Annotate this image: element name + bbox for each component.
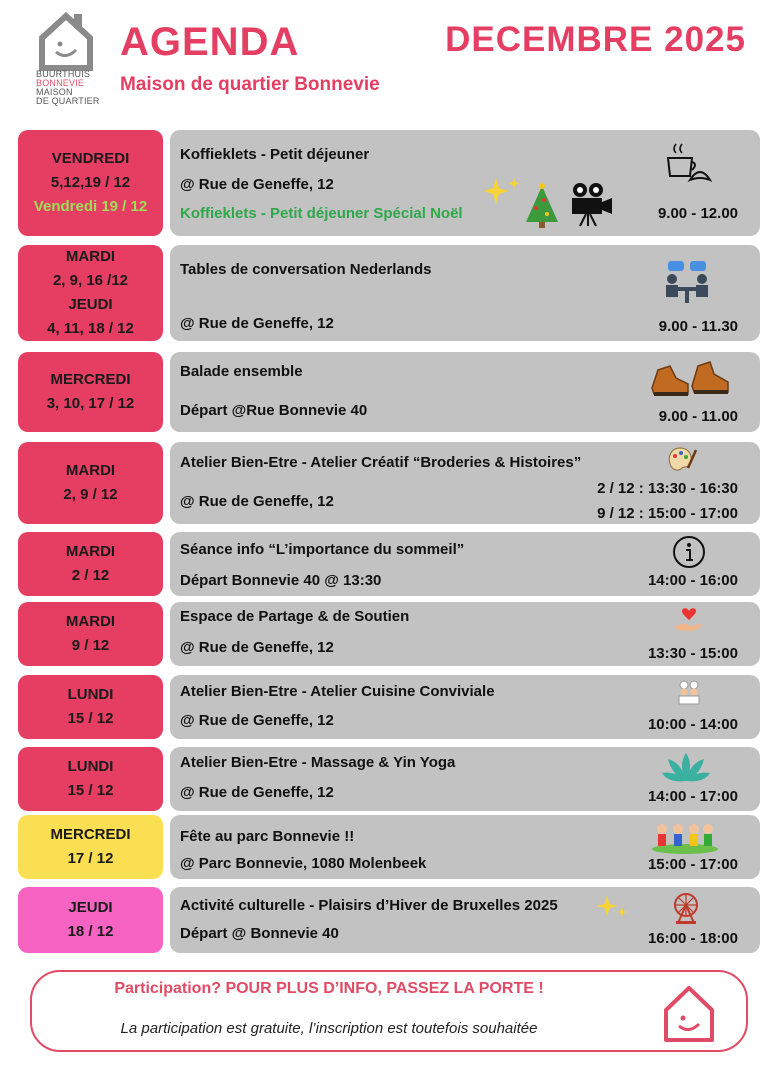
sparkle-icon [595, 893, 629, 921]
event-location: @ Rue de Geneffe, 12 [180, 176, 334, 193]
event-date: MARDI 2 / 12 [18, 532, 163, 596]
event-date: MERCREDI 3, 10, 17 / 12 [18, 352, 163, 432]
event-card [170, 675, 760, 739]
event-row [18, 352, 760, 432]
event-row [18, 815, 760, 879]
event-date: MARDI 2, 9 / 12 [18, 442, 163, 524]
event-row [18, 442, 760, 524]
event-title: Balade ensemble [180, 363, 303, 380]
lotus-icon [660, 749, 712, 785]
event-row [18, 887, 760, 953]
event-row [18, 602, 760, 666]
page-title: AGENDA [120, 20, 300, 64]
event-row [18, 245, 760, 341]
event-location: @ Parc Bonnevie, 1080 Molenbeek [180, 855, 427, 872]
event-special: Koffieklets - Petit déjeuner Spécial Noël [180, 205, 463, 222]
movie-camera-icon [568, 180, 614, 228]
event-row [18, 675, 760, 739]
event-time: 10:00 - 14:00 [647, 716, 738, 733]
event-card [170, 130, 760, 236]
event-title: Espace de Partage & de Soutien [180, 608, 410, 625]
event-card [170, 532, 760, 596]
event-location: @ Rue de Geneffe, 12 [180, 315, 334, 332]
event-card [170, 442, 760, 524]
event-time: 9.00 - 11.00 [658, 408, 738, 425]
event-title: Atelier Bien-Etre - Atelier Cuisine Conviviale [180, 683, 495, 700]
event-title: Séance info “L’importance du sommeil” [180, 541, 465, 558]
event-time: 13:30 - 15:00 [647, 645, 738, 662]
event-row [18, 747, 760, 811]
event-time: 9.00 - 12.00 [657, 205, 738, 222]
event-title: Atelier Bien-Etre - Massage & Yin Yoga [180, 754, 456, 771]
event-time: 15:00 - 17:00 [647, 856, 738, 873]
coffee-croissant-icon [662, 140, 712, 186]
event-row [18, 532, 760, 596]
event-title: Tables de conversation Nederlands [180, 261, 432, 278]
christmas-tree-icon [522, 182, 562, 230]
event-location: Départ @ Bonnevie 40 [180, 925, 339, 942]
kids-party-icon [650, 819, 720, 855]
event-card [170, 602, 760, 666]
event-title: Fête au parc Bonnevie !! [180, 828, 355, 845]
event-time-2: 9 / 12 : 15:00 - 17:00 [597, 505, 738, 522]
event-location: Départ Bonnevie 40 @ 13:30 [180, 572, 382, 589]
house-smile-icon [660, 980, 718, 1044]
event-date: VENDREDI 5,12,19 / 12 Vendredi 19 / 12 [18, 130, 163, 236]
event-row [18, 130, 760, 236]
event-title: Koffieklets - Petit déjeuner [180, 146, 370, 163]
event-card [170, 352, 760, 432]
hand-heart-icon [674, 606, 704, 634]
logo [30, 10, 102, 120]
conversation-icon [662, 259, 714, 305]
month-title: DECEMBRE 2025 [445, 20, 746, 59]
event-date: LUNDI 15 / 12 [18, 747, 163, 811]
event-date: JEUDI 18 / 12 [18, 887, 163, 953]
palette-icon [666, 446, 698, 474]
logo-text: BUURTHUIS BONNEVIE MAISON DE QUARTIER [36, 69, 100, 106]
event-card [170, 815, 760, 879]
footer-info: Participation? POUR PLUS D’INFO, PASSEZ LA PORTE ! [114, 980, 544, 997]
house-logo-icon [36, 10, 96, 72]
hiking-boots-icon [648, 358, 732, 400]
event-time: 9.00 - 11.30 [658, 318, 738, 335]
event-time: 2 / 12 : 13:30 - 16:30 [597, 480, 738, 497]
event-title: Activité culturelle - Plaisirs d’Hiver de Bruxelles 2025 [180, 897, 558, 914]
event-location: @ Rue de Geneffe, 12 [180, 784, 334, 801]
footer-box [30, 970, 748, 1052]
chefs-icon [676, 679, 702, 707]
footer-note: La participation est gratuite, l’inscription est toutefois souhaitée [120, 1020, 538, 1037]
sparkle-icon [482, 176, 522, 206]
info-icon [672, 535, 706, 569]
event-title: Atelier Bien-Etre - Atelier Créatif “Broderies & Histoires” [180, 454, 582, 471]
event-date: MARDI 2, 9, 16 /12 JEUDI 4, 11, 18 / 12 [18, 245, 163, 341]
event-card [170, 747, 760, 811]
event-location: @ Rue de Geneffe, 12 [180, 639, 334, 656]
page-subtitle: Maison de quartier Bonnevie [120, 74, 380, 95]
event-date: MERCREDI 17 / 12 [18, 815, 163, 879]
event-location: Départ @Rue Bonnevie 40 [180, 402, 368, 419]
event-date: LUNDI 15 / 12 [18, 675, 163, 739]
event-time: 14:00 - 17:00 [647, 788, 738, 805]
event-card [170, 887, 760, 953]
event-location: @ Rue de Geneffe, 12 [180, 712, 334, 729]
ferris-wheel-icon [670, 891, 702, 925]
event-time: 16:00 - 18:00 [647, 930, 738, 947]
event-date: MARDI 9 / 12 [18, 602, 163, 666]
event-location: @ Rue de Geneffe, 12 [180, 493, 334, 510]
event-time: 14:00 - 16:00 [647, 572, 738, 589]
event-card [170, 245, 760, 341]
